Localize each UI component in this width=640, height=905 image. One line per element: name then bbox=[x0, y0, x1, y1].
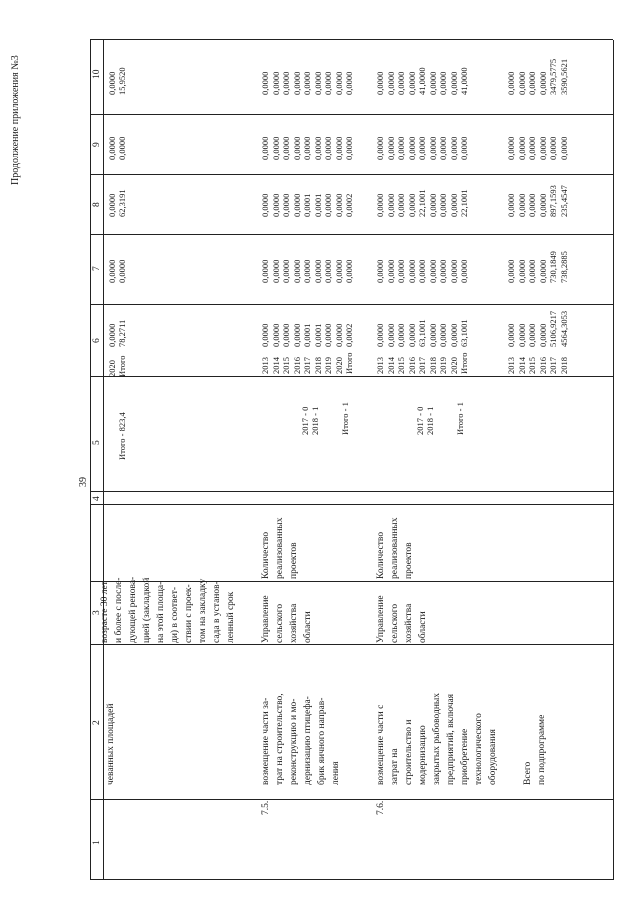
value-v6: 0,0000 bbox=[448, 323, 459, 347]
year-label: 2019 bbox=[323, 357, 333, 374]
value-v8: 0,0000 bbox=[448, 193, 459, 217]
executor-line: Управление bbox=[376, 595, 386, 643]
total-value-v10: 3590,5621 bbox=[558, 58, 569, 95]
value-v7: 0,0000 bbox=[396, 259, 406, 283]
indicator-line: реализованных bbox=[390, 517, 400, 579]
value-v6: 0,0001 bbox=[312, 323, 323, 347]
row-2020-label: 2020 bbox=[107, 360, 117, 377]
value-v10: 0,0000 bbox=[438, 71, 448, 95]
column-number-10: 10 bbox=[92, 69, 102, 79]
value-v6: 0,0000 bbox=[260, 323, 270, 347]
total-value-v6: 0,0000 bbox=[506, 323, 516, 347]
total-value-v10: 0,0000 bbox=[516, 71, 527, 95]
value-v8: 0,0000 bbox=[385, 193, 396, 217]
value-v9: 0,0000 bbox=[375, 136, 385, 160]
total-year: 2018 bbox=[558, 357, 569, 374]
value-v6: 0,0000 bbox=[281, 323, 291, 347]
continued-item-name: чеванных площадей bbox=[106, 703, 116, 785]
column-number-7: 7 bbox=[92, 266, 102, 271]
value-v8: 0,0000 bbox=[406, 193, 417, 217]
total-value-v9: 0,0000 bbox=[527, 136, 537, 160]
column-number-9: 9 bbox=[92, 142, 102, 147]
value-v9: 0,0000 bbox=[417, 136, 427, 160]
indicator-line: проектов bbox=[289, 542, 299, 579]
year-label: 2020 bbox=[448, 357, 459, 374]
value-v6: 0,0002 bbox=[344, 323, 354, 347]
item-name-line: возмещение части с bbox=[376, 704, 386, 785]
value-v10: 0,0000 bbox=[270, 71, 281, 95]
page-number: 39 bbox=[78, 477, 89, 487]
year-label: 2013 bbox=[375, 357, 385, 374]
value-v7: 0,0000 bbox=[323, 259, 333, 283]
indicator-line: ди) в соответ- bbox=[170, 586, 180, 643]
value-v8: 0,0002 bbox=[344, 193, 354, 217]
total-value-v8: 897,1593 bbox=[548, 185, 558, 217]
target-value: 2017 - 0 bbox=[415, 406, 425, 435]
total-value-v8: 0,0000 bbox=[537, 193, 548, 217]
value-v7: 0,0000 bbox=[302, 259, 312, 283]
value-v10: 0,0000 bbox=[427, 71, 438, 95]
value-v10: 0,0000 bbox=[312, 71, 323, 95]
total-value-v9: 0,0000 bbox=[537, 136, 548, 160]
value-v8: 0,0000 bbox=[438, 193, 448, 217]
year-label: 2017 bbox=[302, 357, 312, 374]
value-v6: 0,0001 bbox=[302, 323, 312, 347]
indicator-line: и более с после- bbox=[114, 577, 124, 643]
column-number-5: 5 bbox=[92, 440, 102, 445]
appendix-continuation-header: Продолжение приложения №3 bbox=[10, 55, 21, 185]
value-v6: 0,0000 bbox=[427, 323, 438, 347]
row-itogo-label: Итого bbox=[117, 355, 127, 377]
value-v10: 0,0000 bbox=[333, 71, 344, 95]
value-v6: 0,0000 bbox=[385, 323, 396, 347]
value-v9: 0,0000 bbox=[448, 136, 459, 160]
value-v9: 0,0000 bbox=[333, 136, 344, 160]
value-v9: 0,0000 bbox=[281, 136, 291, 160]
year-label: 2015 bbox=[281, 357, 291, 374]
value-v9: 0,0000 bbox=[438, 136, 448, 160]
value-v9: 0,0000 bbox=[302, 136, 312, 160]
indicator-line: сада в установ- bbox=[212, 581, 222, 643]
executor-line: хозяйства bbox=[404, 603, 414, 643]
value-v9: 0,0000 bbox=[260, 136, 270, 160]
year-label: 2015 bbox=[396, 357, 406, 374]
value-v10: 0,0000 bbox=[260, 71, 270, 95]
value-v8: 0,0000 bbox=[333, 193, 344, 217]
indicator-line: том на закладку bbox=[198, 578, 208, 643]
column-number-8: 8 bbox=[92, 202, 102, 207]
value-v7: 0,0000 bbox=[427, 259, 438, 283]
total-value-v10: 3479,5775 bbox=[548, 58, 558, 95]
value-v6: 0,0000 bbox=[396, 323, 406, 347]
year-label: 2018 bbox=[312, 357, 323, 374]
target-value: Итого - 1 bbox=[340, 402, 350, 435]
value-v8: 0,0001 bbox=[302, 193, 312, 217]
total-value-v7: 0,0000 bbox=[537, 259, 548, 283]
indicator-line: реализованных bbox=[275, 517, 285, 579]
total-value-v7: 0,0000 bbox=[506, 259, 516, 283]
total-value-v6: 5106,9217 bbox=[548, 310, 558, 347]
total-year: 2014 bbox=[516, 357, 527, 374]
value-v9: 0,0000 bbox=[344, 136, 354, 160]
value-v8: 0,0000 bbox=[260, 193, 270, 217]
total-year: 2016 bbox=[537, 357, 548, 374]
value-v7: 0,0000 bbox=[406, 259, 417, 283]
total-value-v6: 0,0000 bbox=[537, 323, 548, 347]
value-v10: 0,0000 bbox=[281, 71, 291, 95]
total-value-v6: 4564,3053 bbox=[558, 310, 569, 347]
year-label: 2016 bbox=[406, 357, 417, 374]
row-itogo-c10: 15,9520 bbox=[117, 67, 127, 95]
total-value-v8: 0,0000 bbox=[516, 193, 527, 217]
value-v6: 0,0000 bbox=[323, 323, 333, 347]
total-value-v9: 0,0000 bbox=[548, 136, 558, 160]
indicator-line: возрасте 30 лет bbox=[100, 581, 110, 643]
indicator-line: проектов bbox=[404, 542, 414, 579]
value-v8: 0,0000 bbox=[270, 193, 281, 217]
executor-line: области bbox=[418, 611, 428, 643]
value-v10: 0,0000 bbox=[302, 71, 312, 95]
column-number-1: 1 bbox=[92, 840, 102, 845]
value-v9: 0,0000 bbox=[396, 136, 406, 160]
value-v7: 0,0000 bbox=[438, 259, 448, 283]
year-label: Итого bbox=[459, 352, 469, 374]
value-v7: 0,0000 bbox=[291, 259, 302, 283]
item-name-line: строительство и bbox=[404, 719, 414, 785]
executor-line: хозяйства bbox=[289, 603, 299, 643]
total-value-v8: 0,0000 bbox=[527, 193, 537, 217]
total-value-v7: 0,0000 bbox=[527, 259, 537, 283]
year-label: 2018 bbox=[427, 357, 438, 374]
value-v8: 0,0000 bbox=[427, 193, 438, 217]
column-number-6: 6 bbox=[92, 338, 102, 343]
column-number-3: 3 bbox=[92, 610, 102, 615]
value-v10: 41,0000 bbox=[459, 67, 469, 95]
indicator-line: цией (закладкой bbox=[142, 577, 152, 643]
item-name-line: предприятий, включая bbox=[446, 693, 456, 785]
indicator-line: ленный срок bbox=[226, 591, 236, 643]
value-v9: 0,0000 bbox=[459, 136, 469, 160]
value-v10: 41,0000 bbox=[417, 67, 427, 95]
year-label: Итого bbox=[344, 352, 354, 374]
value-v9: 0,0000 bbox=[385, 136, 396, 160]
value-v7: 0,0000 bbox=[333, 259, 344, 283]
indicator-line: дующей ренова- bbox=[128, 576, 138, 643]
column-number-4: 4 bbox=[92, 496, 102, 501]
total-year: 2015 bbox=[527, 357, 537, 374]
column-number-2: 2 bbox=[92, 720, 102, 725]
item-name-line: реконструкцию и мо- bbox=[289, 698, 299, 785]
value-v8: 0,0000 bbox=[375, 193, 385, 217]
total-value-v9: 0,0000 bbox=[506, 136, 516, 160]
value-v9: 0,0000 bbox=[323, 136, 333, 160]
total-year: 2013 bbox=[506, 357, 516, 374]
value-v8: 0,0000 bbox=[291, 193, 302, 217]
value-v7: 0,0000 bbox=[385, 259, 396, 283]
executor-line: области bbox=[303, 611, 313, 643]
total-label: по подпрограмме bbox=[537, 714, 547, 785]
value-v10: 0,0000 bbox=[291, 71, 302, 95]
value-v7: 0,0000 bbox=[270, 259, 281, 283]
item-name-line: возмещение части за- bbox=[261, 697, 271, 785]
value-v8: 0,0000 bbox=[281, 193, 291, 217]
value-v10: 0,0000 bbox=[375, 71, 385, 95]
total-value-v8: 235,4547 bbox=[558, 185, 569, 217]
total-value-v7: 738,2885 bbox=[558, 251, 569, 283]
value-v8: 0,0001 bbox=[312, 193, 323, 217]
total-value-v10: 0,0000 bbox=[506, 71, 516, 95]
value-v8: 0,0000 bbox=[323, 193, 333, 217]
value-v6: 0,0000 bbox=[270, 323, 281, 347]
value-v6: 0,0000 bbox=[333, 323, 344, 347]
row-2020-c8: 0,0000 bbox=[107, 193, 117, 217]
value-v6: 0,0000 bbox=[375, 323, 385, 347]
target-value: 2018 - 1 bbox=[425, 406, 435, 435]
total-value-v7: 0,0000 bbox=[516, 259, 527, 283]
total-value-v8: 0,0000 bbox=[506, 193, 516, 217]
value-v7: 0,0000 bbox=[344, 259, 354, 283]
value-v10: 0,0000 bbox=[448, 71, 459, 95]
total-value-v10: 0,0000 bbox=[537, 71, 548, 95]
row-itogo-c5: Итого - 823,4 bbox=[117, 412, 127, 460]
value-v6: 63,1001 bbox=[417, 319, 427, 347]
row-itogo-c7: 0,0000 bbox=[117, 259, 127, 283]
total-value-v9: 0,0000 bbox=[558, 136, 569, 160]
value-v9: 0,0000 bbox=[406, 136, 417, 160]
indicator-line: Количество bbox=[376, 531, 386, 579]
value-v7: 0,0000 bbox=[260, 259, 270, 283]
value-v10: 0,0000 bbox=[396, 71, 406, 95]
executor-line: сельского bbox=[275, 603, 285, 643]
value-v7: 0,0000 bbox=[459, 259, 469, 283]
target-value: Итого - 1 bbox=[455, 402, 465, 435]
value-v7: 0,0000 bbox=[375, 259, 385, 283]
year-label: 2014 bbox=[270, 357, 281, 374]
total-value-v7: 730,1849 bbox=[548, 251, 558, 283]
total-value-v6: 0,0000 bbox=[527, 323, 537, 347]
row-2020-c6: 0,0000 bbox=[107, 323, 117, 347]
row-itogo-c6: 78,2711 bbox=[117, 319, 127, 347]
item-name-line: оборудования bbox=[488, 729, 498, 785]
row-itogo-c9: 0,0000 bbox=[117, 136, 127, 160]
target-value: 2018 - 1 bbox=[310, 406, 320, 435]
value-v6: 0,0000 bbox=[291, 323, 302, 347]
value-v8: 0,0000 bbox=[396, 193, 406, 217]
total-value-v6: 0,0000 bbox=[516, 323, 527, 347]
year-label: 2020 bbox=[333, 357, 344, 374]
year-label: 2017 bbox=[417, 357, 427, 374]
item-number: 7.5. bbox=[261, 800, 271, 815]
value-v10: 0,0000 bbox=[406, 71, 417, 95]
item-name-line: брик яичного направ- bbox=[317, 697, 327, 785]
executor-line: Управление bbox=[261, 595, 271, 643]
item-number: 7.6. bbox=[376, 800, 386, 815]
year-label: 2019 bbox=[438, 357, 448, 374]
year-label: 2016 bbox=[291, 357, 302, 374]
value-v10: 0,0000 bbox=[344, 71, 354, 95]
total-value-v9: 0,0000 bbox=[516, 136, 527, 160]
row-itogo-c8: 62,3191 bbox=[117, 189, 127, 217]
value-v7: 0,0000 bbox=[312, 259, 323, 283]
item-name-line: ления bbox=[331, 761, 341, 785]
value-v7: 0,0000 bbox=[417, 259, 427, 283]
value-v6: 63,1001 bbox=[459, 319, 469, 347]
value-v10: 0,0000 bbox=[385, 71, 396, 95]
item-name-line: закрытых рыбоводных bbox=[432, 692, 442, 785]
target-value: 2017 - 0 bbox=[300, 406, 310, 435]
value-v9: 0,0000 bbox=[312, 136, 323, 160]
indicator-line: ствии с проек- bbox=[184, 584, 194, 643]
item-name-line: трат на строительство, bbox=[275, 693, 285, 785]
total-value-v10: 0,0000 bbox=[527, 71, 537, 95]
value-v7: 0,0000 bbox=[448, 259, 459, 283]
year-label: 2013 bbox=[260, 357, 270, 374]
value-v6: 0,0000 bbox=[406, 323, 417, 347]
value-v10: 0,0000 bbox=[323, 71, 333, 95]
item-name-line: модернизацию bbox=[418, 725, 428, 785]
executor-line: сельского bbox=[390, 603, 400, 643]
value-v6: 0,0000 bbox=[438, 323, 448, 347]
item-name-line: дернизацию птицефа- bbox=[303, 696, 313, 785]
value-v9: 0,0000 bbox=[427, 136, 438, 160]
row-2020-c7: 0,0000 bbox=[107, 259, 117, 283]
item-name-line: затрат на bbox=[390, 748, 400, 785]
item-name-line: приобретение bbox=[460, 728, 470, 785]
value-v9: 0,0000 bbox=[270, 136, 281, 160]
indicator-line: Количество bbox=[261, 531, 271, 579]
total-label: Всего bbox=[523, 761, 533, 785]
value-v9: 0,0000 bbox=[291, 136, 302, 160]
row-2020-c9: 0,0000 bbox=[107, 136, 117, 160]
value-v8: 22,1001 bbox=[459, 189, 469, 217]
year-label: 2014 bbox=[385, 357, 396, 374]
row-2020-c10: 0,0000 bbox=[107, 71, 117, 95]
indicator-line: на этой площа- bbox=[156, 581, 166, 643]
value-v7: 0,0000 bbox=[281, 259, 291, 283]
value-v8: 22,1001 bbox=[417, 189, 427, 217]
total-year: 2017 bbox=[548, 357, 558, 374]
item-name-line: технологического bbox=[474, 713, 484, 785]
